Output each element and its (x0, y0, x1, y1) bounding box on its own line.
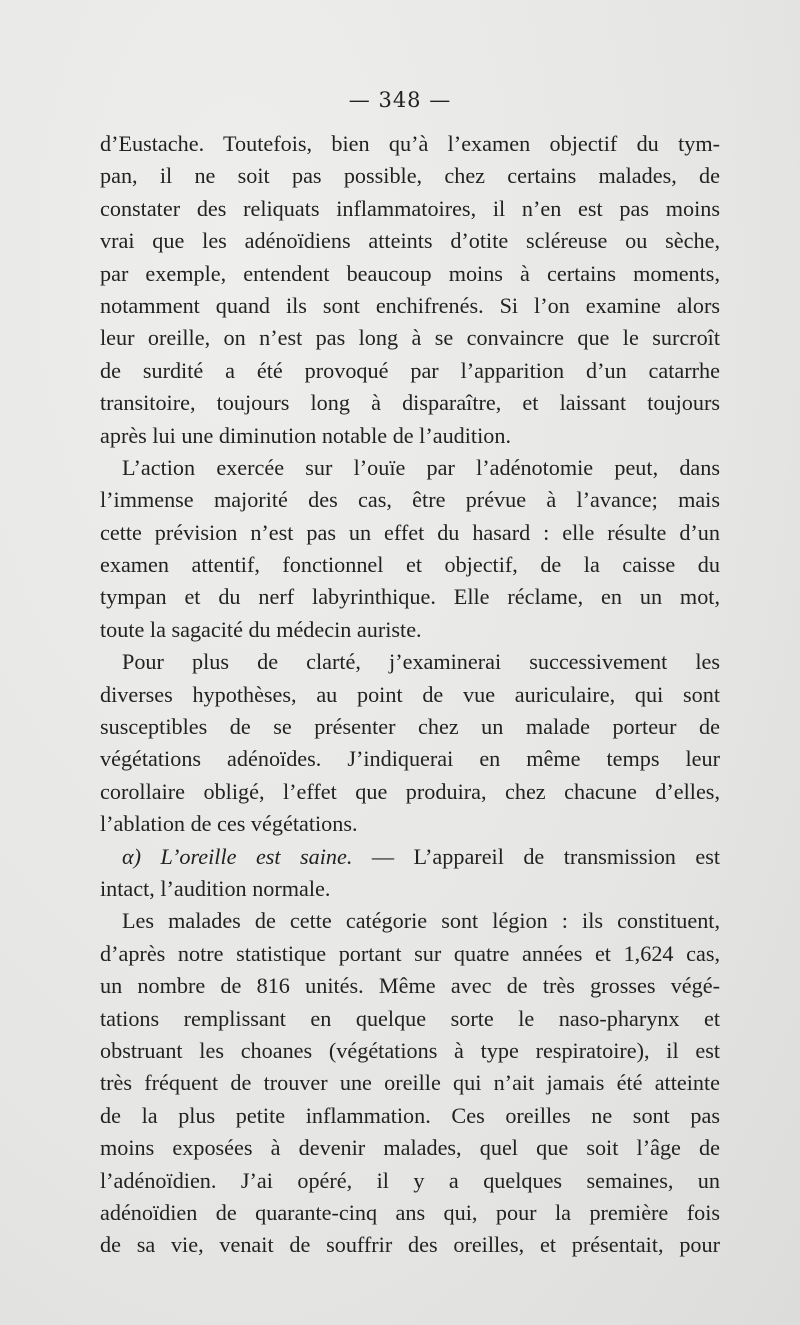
line-text: pan, il ne soit pas possible, chez certains malades, de (100, 163, 720, 189)
line-text: notamment quand ils sont enchifrenés. Si l’on examine alors (100, 292, 720, 318)
text-line (100, 225, 720, 257)
line-text: obstruant les choanes (végétations à type respiratoire), il est (100, 1037, 720, 1063)
text-line (100, 322, 720, 354)
line-text: constater des reliquats inflammatoires, il n’en est pas moins (100, 195, 720, 221)
line-text: très fréquent de trouver une oreille qui n’ait jamais été atteinte (100, 1070, 720, 1096)
line-text: susceptibles de se présenter chez un malade porteur de (100, 714, 720, 740)
text-line (100, 290, 720, 322)
text-line (100, 1100, 720, 1132)
line-text: d’Eustache. Toutefois, bien qu’à l’examen objectif du tym- (100, 131, 720, 156)
text-line (100, 355, 720, 387)
line-text: adénoïdien de quarante-cinq ans qui, pour la première fois (100, 1199, 720, 1225)
text-line (100, 743, 720, 775)
text-line (100, 938, 720, 970)
text-line (100, 160, 720, 192)
text-line (100, 1132, 720, 1164)
text-line (100, 970, 720, 1002)
line-text: l’immense majorité des cas, être prévue à l’avance; mais (100, 487, 720, 513)
text-line (100, 679, 720, 711)
line-text: de surdité a été provoqué par l’apparition d’un catarrhe (100, 357, 720, 383)
text-line (100, 711, 720, 743)
line-text: après lui une diminution notable de l’audition. (100, 422, 511, 448)
text-line (100, 873, 720, 905)
line-text: — L’appareil de transmission est (352, 843, 720, 869)
text-line (100, 420, 720, 452)
text-line (100, 1165, 720, 1197)
line-text: transitoire, toujours long à disparaître, et laissant toujours (100, 390, 720, 416)
line-text: intact, l’audition normale. (100, 875, 331, 901)
line-text: l’adénoïdien. J’ai opéré, il y a quelques semaines, un (100, 1167, 720, 1193)
text-line (100, 646, 720, 678)
text-line (100, 1229, 720, 1261)
text-line (100, 1067, 720, 1099)
italic-heading: α) L’oreille est saine. (122, 843, 353, 869)
text-line (100, 841, 720, 873)
text-line (100, 484, 720, 516)
line-text: végétations adénoïdes. J’indiquerai en même temps leur (100, 746, 720, 772)
line-text: Les malades de cette catégorie sont légion : ils constituent, (122, 908, 720, 934)
text-line (100, 549, 720, 581)
line-text: examen attentif, fonctionnel et objectif, de la caisse du (100, 552, 720, 578)
page-number: — 348 — (348, 88, 452, 112)
text-line (100, 905, 720, 937)
line-text: tympan et du nerf labyrinthique. Elle réclame, en un mot, (100, 584, 720, 610)
line-text: par exemple, entendent beaucoup moins à certains moments, (100, 260, 720, 286)
text-line (100, 193, 720, 225)
line-text: toute la sagacité du médecin auriste. (100, 616, 422, 642)
text-line (100, 808, 720, 840)
body-text (100, 128, 720, 1262)
text-line (100, 387, 720, 419)
text-line (100, 1197, 720, 1229)
line-text: leur oreille, on n’est pas long à se convaincre que le surcroît (100, 325, 720, 351)
line-text: L’action exercée sur l’ouïe par l’adénotomie peut, dans (122, 454, 720, 480)
text-line (100, 776, 720, 808)
line-text: corollaire obligé, l’effet que produira, chez chacune d’elles, (100, 778, 720, 804)
line-text: de sa vie, venait de souffrir des oreilles, et présentait, pour (100, 1232, 720, 1258)
line-text: l’ablation de ces végétations. (100, 811, 358, 837)
text-line (100, 614, 720, 646)
text-line (100, 128, 720, 160)
line-text: vrai que les adénoïdiens atteints d’otite scléreuse ou sèche, (100, 228, 720, 254)
text-line (100, 1003, 720, 1035)
line-text: un nombre de 816 unités. Même avec de très grosses végé- (100, 973, 720, 999)
line-text: moins exposées à devenir malades, quel que soit l’âge de (100, 1135, 720, 1161)
text-line (100, 452, 720, 484)
line-text: de la plus petite inflammation. Ces oreilles ne sont pas (100, 1102, 720, 1128)
text-line (100, 517, 720, 549)
line-text: cette prévision n’est pas un effet du hasard : elle résulte d’un (100, 519, 720, 545)
line-text: tations remplissant en quelque sorte le naso-pharynx et (100, 1005, 720, 1031)
line-text: diverses hypothèses, au point de vue auriculaire, qui sont (100, 681, 720, 707)
text-line (100, 581, 720, 613)
text-line (100, 258, 720, 290)
line-text: Pour plus de clarté, j’examinerai successivement les (122, 649, 720, 675)
text-line (100, 1035, 720, 1067)
line-text: d’après notre statistique portant sur quatre années et 1,624 cas, (100, 940, 720, 966)
